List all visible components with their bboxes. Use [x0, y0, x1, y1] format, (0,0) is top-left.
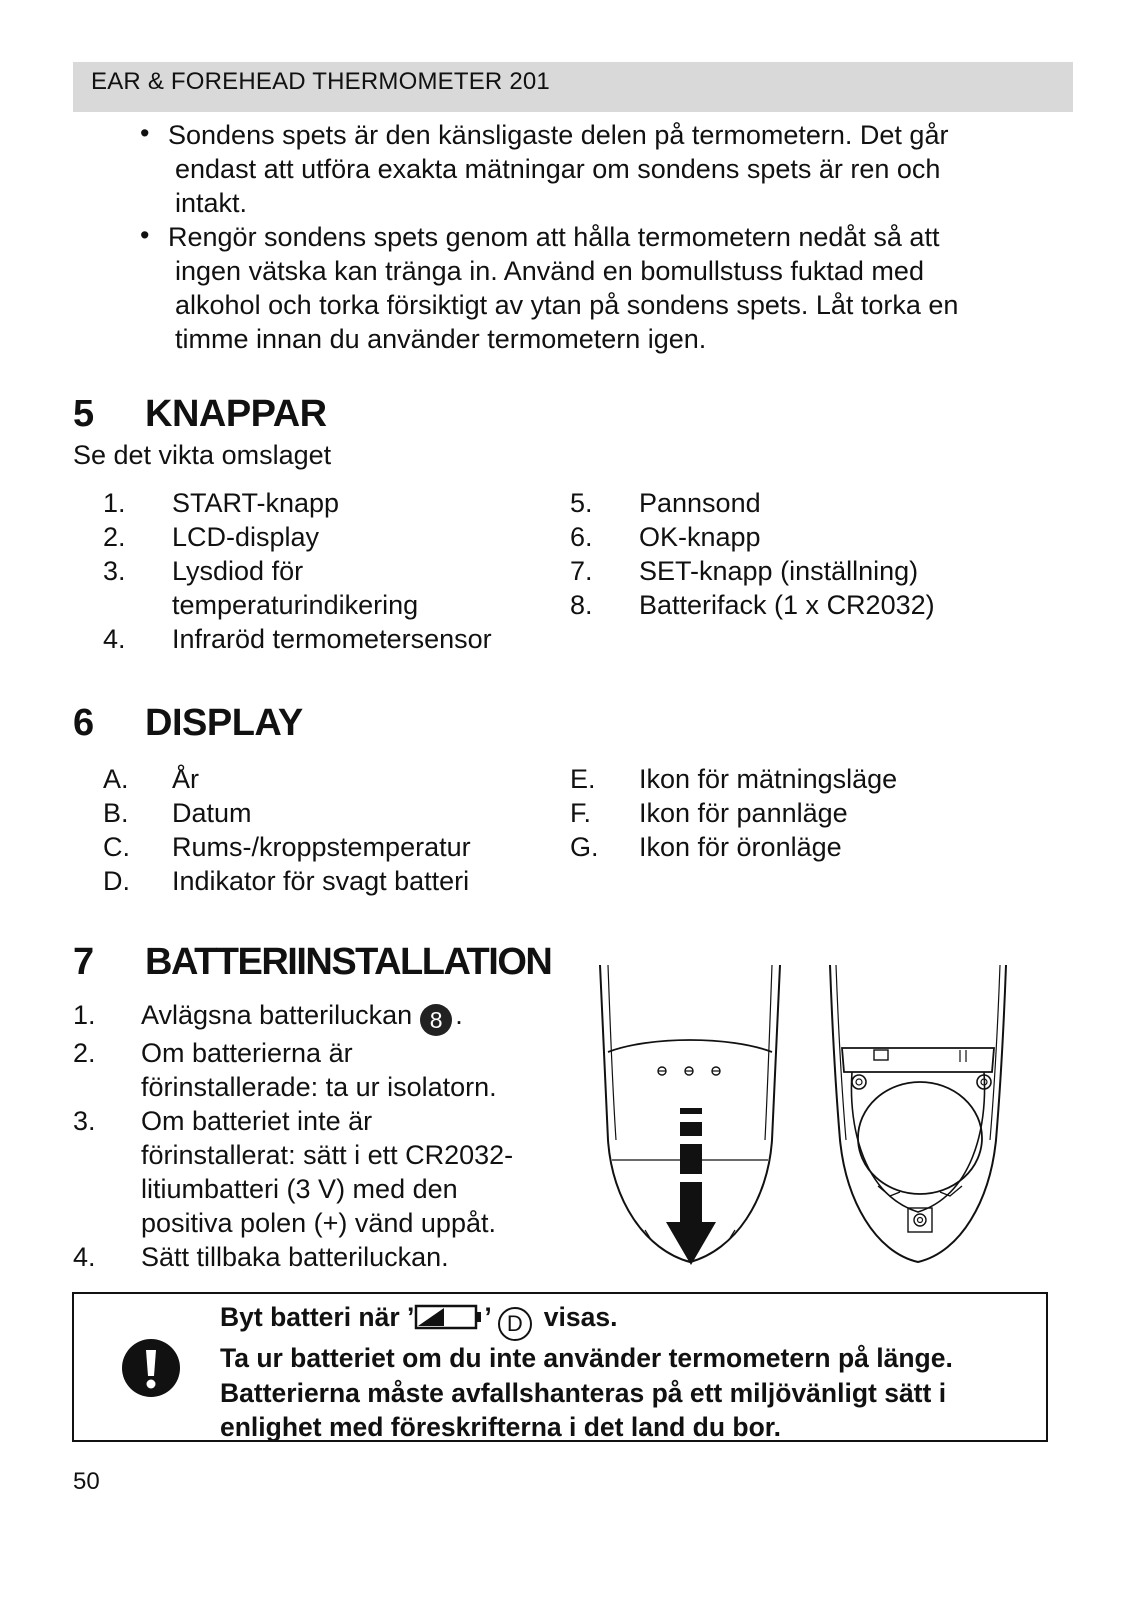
- list-marker: 1.: [103, 488, 126, 518]
- section-title: DISPLAY: [145, 702, 303, 744]
- list-label: Infraröd termometersensor: [172, 624, 492, 654]
- list-label: Datum: [172, 798, 252, 828]
- list-marker: 2.: [103, 522, 126, 552]
- warning-line-3: Batterierna måste avfallshanteras på ett miljövänligt sätt i: [220, 1377, 947, 1408]
- warning-text-part: ’: [484, 1302, 492, 1332]
- section-number: 6: [73, 702, 94, 744]
- step-period: .: [455, 1000, 463, 1030]
- list-label: Lysdiod för: [172, 556, 304, 586]
- step-line: positiva polen (+) vänd uppåt.: [141, 1208, 496, 1238]
- open-battery-compartment-drawing: [830, 965, 1006, 1262]
- list-label: Indikator för svagt batteri: [172, 866, 470, 896]
- bullet-line: timme innan du använder termometern igen.: [175, 324, 707, 354]
- list-label: LCD-display: [172, 522, 320, 552]
- list-marker: A.: [103, 764, 129, 794]
- page-number: 50: [73, 1468, 100, 1495]
- list-marker: 5.: [570, 488, 593, 518]
- step-marker: 4.: [73, 1242, 96, 1272]
- list-marker: C.: [103, 832, 130, 862]
- bullet-marker: •: [140, 118, 150, 148]
- list-marker: 8.: [570, 590, 593, 620]
- list-label: temperaturindikering: [172, 590, 419, 620]
- warning-line-1: [220, 1300, 953, 1341]
- list-label: Rums-/kroppstemperatur: [172, 832, 471, 862]
- section-title: BATTERIINSTALLATION: [145, 941, 552, 983]
- section-number: 7: [73, 941, 93, 983]
- warning-exclamation-icon: [121, 1338, 181, 1398]
- list-label: Ikon för pannläge: [639, 798, 848, 828]
- list-marker: F.: [570, 798, 592, 828]
- step-line: förinstallerade: ta ur isolatorn.: [141, 1072, 497, 1102]
- list-label: OK-knapp: [639, 522, 761, 552]
- bullet-line: ingen vätska kan tränga in. Använd en bomullstuss fuktad med: [175, 256, 924, 286]
- step-marker: 3.: [73, 1106, 96, 1136]
- list-marker: 6.: [570, 522, 593, 552]
- bullet-line: intakt.: [175, 188, 248, 218]
- list-marker: E.: [570, 764, 596, 794]
- bullet-line: endast att utföra exakta mätningar om sondens spets är ren och: [175, 154, 941, 184]
- down-arrow-icon: [666, 1108, 716, 1265]
- bullet-line: Sondens spets är den känsligaste delen på termometern. Det går: [168, 120, 949, 150]
- list-marker: D.: [103, 866, 130, 896]
- list-label: År: [172, 764, 199, 794]
- section-subtitle: Se det vikta omslaget: [73, 440, 332, 470]
- header-bar: [73, 62, 1073, 112]
- list-label: Ikon för mätningsläge: [639, 764, 898, 794]
- step-marker: 2.: [73, 1038, 96, 1068]
- bullet-marker: •: [140, 220, 150, 250]
- list-label: SET-knapp (inställning): [639, 556, 919, 586]
- list-label: Pannsond: [639, 488, 761, 518]
- list-label: START-knapp: [172, 488, 340, 518]
- list-marker: G.: [570, 832, 599, 862]
- list-label: Batterifack (1 x CR2032): [639, 590, 935, 620]
- step-line: Sätt tillbaka batteriluckan.: [141, 1242, 449, 1272]
- step-line: litiumbatteri (3 V) med den: [141, 1174, 458, 1204]
- battery-installation-illustration: [590, 960, 1050, 1280]
- warning-line-2: Ta ur batteriet om du inte använder termometern på länge.: [220, 1343, 953, 1373]
- callout-badge-d: D: [498, 1307, 532, 1341]
- list-marker: 3.: [103, 556, 126, 586]
- battery-warning-box: [72, 1292, 1048, 1442]
- section-number: 5: [73, 393, 94, 435]
- list-marker: 7.: [570, 556, 593, 586]
- step-marker: 1.: [73, 1000, 96, 1030]
- step-text: Avlägsna batteriluckan: [141, 1000, 413, 1030]
- warning-line-4: enlighet med föreskrifterna i det land du bor.: [220, 1412, 782, 1442]
- warning-text-part: visas.: [543, 1302, 618, 1332]
- list-label: Ikon för öronläge: [639, 832, 842, 862]
- step-line: Om batterierna är: [141, 1038, 353, 1068]
- warning-text-part: Byt batteri när ’: [220, 1302, 415, 1332]
- callout-badge-8: 8: [420, 1004, 452, 1036]
- section-title: KNAPPAR: [145, 393, 327, 435]
- list-marker: B.: [103, 798, 129, 828]
- step-label: [141, 998, 463, 1036]
- bullet-line: Rengör sondens spets genom att hålla termometern nedåt så att: [168, 222, 940, 252]
- warning-text: [220, 1300, 953, 1445]
- list-marker: 4.: [103, 624, 126, 654]
- document-title: EAR & FOREHEAD THERMOMETER 201: [91, 68, 550, 95]
- step-line: Om batteriet inte är: [141, 1106, 373, 1136]
- bullet-line: alkohol och torka försiktigt av ytan på sondens spets. Låt torka en: [175, 290, 959, 320]
- step-line: förinstallerat: sätt i ett CR2032-: [141, 1140, 514, 1170]
- low-battery-icon: [414, 1303, 484, 1331]
